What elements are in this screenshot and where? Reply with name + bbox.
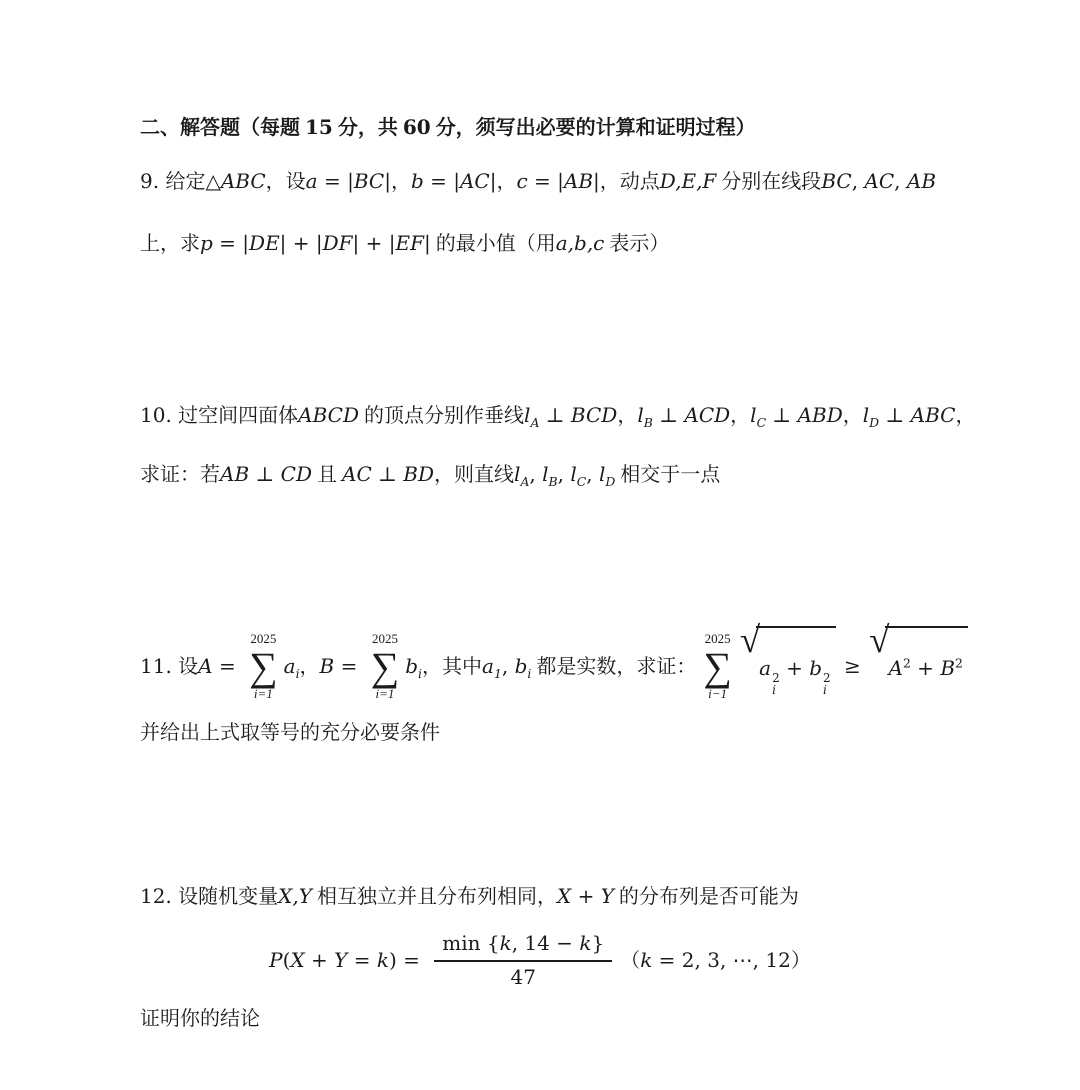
math-italic-run: AB bbox=[563, 169, 594, 193]
superscript: 2 bbox=[772, 670, 780, 685]
radical-glyph: √ bbox=[739, 620, 761, 661]
subscript: B bbox=[548, 474, 558, 489]
math-upright-run: | bbox=[489, 169, 497, 193]
cjk-text-run: ， bbox=[390, 171, 411, 193]
summation-upper-limit: 2025 bbox=[250, 631, 277, 647]
cjk-text-run: 表示） bbox=[604, 233, 670, 255]
cjk-text-run: ， bbox=[730, 405, 751, 427]
math-upright-run: } bbox=[591, 930, 605, 955]
math-scripted-symbol: $A^2$ bbox=[888, 655, 911, 680]
fraction bbox=[434, 930, 612, 991]
math-upright-run: ⊥ bbox=[371, 462, 404, 486]
math-italic-run: X + Y bbox=[556, 884, 614, 908]
math-subscripted-symbol: $l_A$ bbox=[524, 403, 540, 430]
question-11-line-2 bbox=[140, 718, 440, 748]
math-scripted-symbol: $a_i$ bbox=[283, 654, 300, 682]
math-upright-run: = bbox=[212, 654, 243, 679]
math-italic-run: AC bbox=[459, 169, 490, 193]
math-italic-run: AC bbox=[864, 169, 895, 193]
cjk-text-run: ，动点 bbox=[599, 171, 660, 193]
cjk-text-run: 上，求 bbox=[140, 233, 200, 255]
math-upright-run: ⊥ bbox=[539, 403, 571, 427]
subscript: 1 bbox=[493, 666, 502, 682]
radicand bbox=[885, 626, 967, 707]
cjk-text-run: 分，共 bbox=[332, 117, 403, 139]
math-subscripted-symbol: $l_D$ bbox=[598, 462, 616, 489]
script-stack bbox=[823, 672, 831, 696]
summation-symbol bbox=[249, 631, 278, 702]
math-upright-run: , bbox=[851, 169, 865, 193]
math-upright-run: + bbox=[910, 656, 941, 680]
math-subscripted-symbol: $l_B$ bbox=[542, 462, 558, 489]
subscript: i bbox=[418, 666, 423, 682]
fraction-numerator bbox=[434, 930, 612, 962]
math-italic-run: a bbox=[305, 169, 318, 193]
subscript: i bbox=[295, 666, 300, 682]
question-12-line-1 bbox=[140, 881, 799, 912]
math-upright-run: = 2, 3, ⋯, 12 bbox=[652, 948, 791, 972]
question-9-line-1 bbox=[140, 166, 936, 197]
math-upright-run: | + | bbox=[279, 231, 323, 255]
cjk-text-run: ， bbox=[955, 405, 976, 427]
question-12-line-3 bbox=[140, 1004, 260, 1034]
math-italic-run: k bbox=[640, 948, 653, 972]
subscript: i bbox=[772, 682, 776, 697]
math-scripted-symbol: a 2 i bbox=[759, 656, 780, 697]
sigma-glyph: ∑ bbox=[249, 643, 278, 689]
sigma-glyph: ∑ bbox=[370, 643, 400, 689]
cjk-text-run: 相交于一点 bbox=[615, 464, 721, 486]
math-italic-run: X + Y = k bbox=[290, 948, 389, 972]
math-upright-run: | + | bbox=[352, 231, 396, 255]
math-italic-run: AC bbox=[342, 462, 372, 486]
cjk-text-run: 并给出上式取等号的充分必要条件 bbox=[140, 722, 440, 744]
math-italic-run: X,Y bbox=[278, 884, 312, 908]
math-italic-run: ABC bbox=[220, 169, 266, 193]
cjk-text-run: 分，须写出必要的计算和证明过程） bbox=[430, 117, 756, 139]
math-italic-run: k bbox=[579, 930, 592, 955]
math-subscripted-symbol: $l_C$ bbox=[750, 403, 767, 430]
math-upright-run: 10. bbox=[140, 403, 179, 427]
superscript: 2 bbox=[955, 655, 963, 671]
cjk-text-run: 过空间四面体 bbox=[178, 405, 299, 427]
cjk-text-run: ） bbox=[790, 950, 811, 972]
sigma-glyph: ∑ bbox=[703, 643, 732, 689]
math-italic-run: EF bbox=[395, 231, 424, 255]
question-11-line-1 bbox=[140, 620, 970, 709]
math-italic-run: ACD bbox=[684, 403, 731, 427]
math-italic-run: c bbox=[516, 169, 528, 193]
math-upright-run: | bbox=[384, 169, 391, 193]
cjk-text-run: 的最小值（用 bbox=[430, 233, 556, 255]
math-scripted-symbol: $b_i$ bbox=[405, 654, 423, 682]
math-italic-run: BC bbox=[821, 169, 852, 193]
math-italic-run: BC bbox=[353, 169, 385, 193]
subscript: C bbox=[576, 474, 587, 489]
cjk-text-run: 设随机变量 bbox=[178, 886, 279, 908]
math-subscripted-symbol: $l_A$ bbox=[514, 462, 530, 489]
cjk-text-run: 相互独立并且分布列相同， bbox=[311, 886, 557, 908]
math-upright-run: = bbox=[334, 654, 364, 679]
subscript: D bbox=[605, 474, 616, 489]
subscript: C bbox=[756, 415, 767, 430]
cjk-text-run: 的分布列是否可能为 bbox=[613, 886, 799, 908]
cjk-text-run: 分别在线段 bbox=[716, 171, 822, 193]
cjk-text-run: ， bbox=[299, 656, 320, 679]
math-subscripted-symbol: $l_C$ bbox=[570, 462, 587, 489]
cjk-text-run: ， bbox=[496, 171, 517, 193]
math-upright-run: , 14 − bbox=[511, 930, 580, 955]
math-upright-run: = | bbox=[212, 231, 250, 255]
math-upright-run: ( bbox=[282, 948, 291, 972]
math-upright-run: , bbox=[586, 462, 599, 486]
question-12-formula bbox=[0, 928, 1080, 993]
math-upright-run: | bbox=[593, 169, 600, 193]
square-root bbox=[869, 620, 968, 707]
math-italic-run: CD bbox=[280, 462, 313, 486]
math-upright-run: △ bbox=[205, 169, 221, 193]
cjk-text-run: 求证：若 bbox=[140, 464, 220, 486]
subscript: B bbox=[643, 415, 653, 430]
summation-symbol bbox=[703, 631, 732, 702]
math-italic-run: AB bbox=[220, 462, 250, 486]
math-upright-run: | bbox=[423, 231, 431, 255]
math-upright-run: 60 bbox=[402, 115, 431, 139]
math-upright-run: , bbox=[557, 462, 571, 486]
summation-upper-limit: 2025 bbox=[371, 631, 398, 647]
math-italic-run: A bbox=[198, 654, 213, 679]
section-header bbox=[140, 112, 756, 143]
radical-glyph: √ bbox=[869, 620, 890, 661]
math-scripted-symbol: $a_1$ bbox=[482, 654, 502, 682]
question-10-line-1 bbox=[140, 400, 975, 431]
math-italic-run: P bbox=[269, 948, 283, 972]
cjk-text-run: 二、解答题（每题 bbox=[140, 117, 305, 139]
math-scripted-symbol: $b_i$ bbox=[514, 654, 532, 682]
summation-lower-limit: i=1 bbox=[375, 685, 395, 701]
superscript: 2 bbox=[902, 655, 911, 671]
math-italic-run: b bbox=[410, 169, 424, 193]
math-upright-run: = | bbox=[527, 169, 564, 193]
square-root bbox=[739, 620, 836, 707]
cjk-text-run: ，则直线 bbox=[434, 464, 515, 486]
math-upright-run: = | bbox=[423, 169, 460, 193]
math-italic-run: DE bbox=[249, 231, 280, 255]
math-italic-run: AB bbox=[906, 169, 937, 193]
math-upright-run: ⊥ bbox=[766, 403, 798, 427]
math-scripted-symbol: b 2 i bbox=[809, 656, 831, 697]
script-stack bbox=[772, 672, 780, 696]
math-italic-run: DF bbox=[322, 231, 353, 255]
math-upright-run: , bbox=[501, 654, 515, 679]
math-italic-run: ABC bbox=[910, 403, 956, 427]
math-italic-run: BD bbox=[403, 462, 435, 486]
summation-symbol bbox=[371, 631, 400, 702]
cjk-text-run: 的顶点分别作垂线 bbox=[359, 405, 525, 427]
cjk-text-run: ，其中 bbox=[422, 656, 483, 679]
math-upright-run: ) = bbox=[388, 948, 427, 972]
math-upright-run: min { bbox=[442, 930, 500, 955]
math-upright-run: 9. bbox=[140, 169, 166, 193]
math-italic-run: D,E,F bbox=[659, 169, 717, 193]
summation-lower-limit: i−1 bbox=[708, 685, 728, 701]
summation-lower-limit: i=1 bbox=[253, 685, 273, 701]
cjk-text-run: 设 bbox=[178, 656, 199, 679]
subscript: D bbox=[869, 415, 880, 430]
math-italic-run: k bbox=[499, 930, 512, 955]
math-italic-run: p bbox=[200, 231, 213, 255]
math-italic-run: B bbox=[319, 654, 335, 679]
math-upright-run: 11. bbox=[140, 654, 179, 679]
math-italic-run: ABD bbox=[797, 403, 843, 427]
radicand bbox=[756, 626, 836, 707]
subscript: A bbox=[530, 415, 540, 430]
math-upright-run: , bbox=[894, 169, 907, 193]
cjk-text-run: 给定 bbox=[165, 171, 206, 193]
math-upright-run: 47 bbox=[510, 964, 536, 989]
subscript: i bbox=[527, 666, 532, 682]
cjk-text-run: ， bbox=[842, 405, 863, 427]
cjk-text-run: ，设 bbox=[265, 171, 306, 193]
cjk-text-run: ， bbox=[617, 405, 638, 427]
question-9-line-2 bbox=[140, 228, 669, 259]
cjk-text-run: 都是实数，求证： bbox=[531, 656, 697, 679]
fraction-denominator bbox=[434, 962, 612, 991]
summation-upper-limit: 2025 bbox=[704, 631, 731, 647]
math-italic-run: ABCD bbox=[298, 403, 360, 427]
cjk-text-run: （ bbox=[620, 950, 641, 972]
cjk-text-run: 且 bbox=[312, 464, 343, 486]
math-italic-run: a,b,c bbox=[555, 231, 605, 255]
math-subscripted-symbol: $l_B$ bbox=[637, 403, 653, 430]
math-upright-run: ⊥ bbox=[652, 403, 685, 427]
math-italic-run: BCD bbox=[570, 403, 618, 427]
math-upright-run: 15 bbox=[305, 115, 333, 139]
math-upright-run: = | bbox=[317, 169, 354, 193]
superscript: 2 bbox=[823, 670, 831, 685]
cjk-text-run: 证明你的结论 bbox=[140, 1008, 260, 1030]
math-upright-run: ⊥ bbox=[879, 403, 911, 427]
math-upright-run: ≥ bbox=[837, 654, 868, 679]
subscript: A bbox=[520, 474, 530, 489]
math-scripted-symbol: $B^2$ bbox=[940, 655, 963, 680]
math-upright-run: ⊥ bbox=[249, 462, 281, 486]
math-upright-run: , bbox=[529, 462, 543, 486]
math-upright-run: 12. bbox=[140, 884, 179, 908]
subscript: i bbox=[823, 682, 827, 697]
math-subscripted-symbol: $l_D$ bbox=[862, 403, 880, 430]
question-10-line-2 bbox=[140, 459, 720, 490]
math-upright-run: + bbox=[779, 656, 810, 680]
